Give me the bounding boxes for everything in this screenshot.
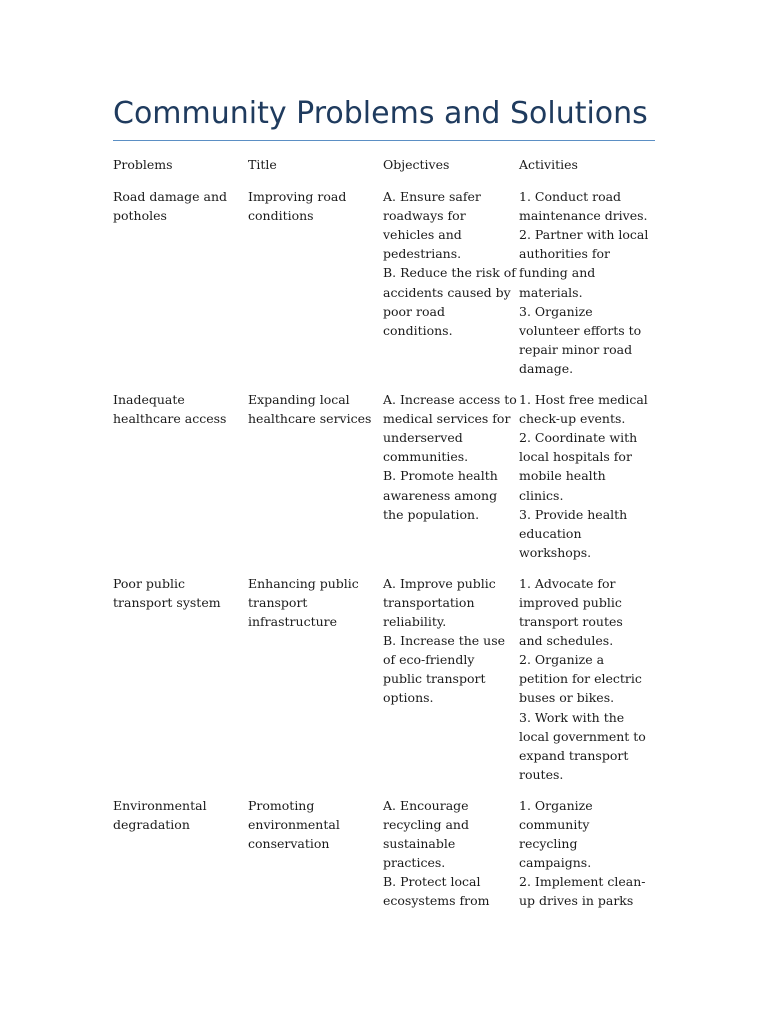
- cell-objectives: [383, 574, 519, 796]
- cell-text-line: infrastructure: [248, 614, 338, 630]
- cell-objectives: [383, 390, 519, 574]
- cell-title: [248, 187, 383, 390]
- table-row: [113, 574, 655, 796]
- cell-title: [248, 796, 383, 923]
- cell-text-line: repair minor road: [519, 341, 633, 357]
- cell-text-line: improved public: [519, 594, 622, 610]
- cell-objectives: [383, 796, 519, 923]
- cell-text-line: buses or bikes.: [519, 690, 615, 706]
- cell-text-line: recycling and: [383, 817, 469, 832]
- cell-text-line: medical services for: [383, 411, 511, 427]
- cell-text-line: local government to: [519, 728, 646, 744]
- cell-text-line: A. Increase access to: [383, 392, 517, 408]
- cell-text-line: roadways for: [383, 208, 466, 224]
- cell-text-line: pedestrians.: [383, 246, 462, 262]
- table-row: [113, 390, 655, 574]
- cell-text-line: check-up events.: [519, 411, 626, 427]
- table-row: [113, 796, 655, 923]
- cell-text-line: 2. Partner with local: [519, 227, 649, 243]
- title-underline-rule: [113, 140, 655, 141]
- document-page: [113, 90, 655, 922]
- cell-text-line: 1. Conduct road: [519, 189, 622, 205]
- table-body: [113, 187, 655, 922]
- cell-text-line: Environmental: [113, 797, 207, 813]
- cell-text-line: and schedules.: [519, 633, 614, 649]
- cell-text-line: transport: [248, 594, 308, 610]
- cell-text-line: 1. Advocate for: [519, 575, 616, 591]
- cell-text-line: Poor public: [113, 575, 185, 591]
- cell-text-line: vehicles and: [383, 227, 462, 243]
- cell-text-line: the population.: [383, 506, 480, 522]
- cell-text-line: options.: [383, 690, 434, 706]
- cell-text-line: volunteer efforts to: [519, 322, 642, 338]
- problems-solutions-table: [113, 155, 655, 922]
- cell-text-line: 2. Implement clean-: [519, 874, 646, 890]
- cell-text-line: Road damage and: [113, 189, 228, 205]
- cell-text-line: reliability.: [383, 614, 447, 630]
- cell-text-line: 2. Organize a: [519, 652, 605, 668]
- cell-text-line: B. Increase the use: [383, 633, 506, 649]
- cell-text-line: degradation: [113, 817, 190, 832]
- cell-text-line: environmental: [248, 817, 340, 832]
- cell-text-line: education: [519, 525, 582, 541]
- cell-text-line: conditions.: [383, 322, 453, 338]
- cell-text-line: conservation: [248, 836, 330, 852]
- cell-text-line: B. Reduce the risk of: [383, 265, 516, 281]
- cell-text-line: 3. Work with the: [519, 709, 625, 725]
- cell-text-line: maintenance drives.: [519, 208, 648, 224]
- cell-problem: [113, 187, 248, 390]
- cell-text-line: practices.: [383, 855, 446, 871]
- cell-text-line: ecosystems from: [383, 893, 490, 909]
- cell-text-line: campaigns.: [519, 855, 592, 871]
- cell-text-line: Enhancing public: [248, 575, 359, 591]
- table-header-row: [113, 155, 655, 187]
- cell-text-line: public transport: [383, 671, 486, 687]
- cell-text-line: communities.: [383, 449, 469, 465]
- header-problems: Problems: [113, 157, 173, 172]
- cell-text-line: workshops.: [519, 544, 592, 560]
- cell-text-line: B. Promote health: [383, 468, 498, 484]
- cell-title: [248, 574, 383, 796]
- cell-text-line: transport routes: [519, 614, 623, 630]
- cell-text-line: Improving road: [248, 189, 347, 205]
- cell-text-line: clinics.: [519, 487, 564, 503]
- cell-text-line: accidents caused by: [383, 284, 511, 300]
- cell-problem: [113, 390, 248, 574]
- cell-text-line: A. Improve public: [383, 575, 496, 591]
- cell-text-line: routes.: [519, 766, 564, 782]
- cell-text-line: damage.: [519, 360, 574, 376]
- header-activities: Activities: [519, 157, 578, 172]
- cell-text-line: A. Ensure safer: [383, 189, 481, 205]
- cell-text-line: transport system: [113, 594, 221, 610]
- cell-problem: [113, 796, 248, 923]
- cell-text-line: Expanding local: [248, 392, 350, 408]
- cell-text-line: 3. Organize: [519, 303, 593, 319]
- cell-text-line: 1. Host free medical: [519, 392, 648, 408]
- cell-text-line: healthcare services: [248, 411, 372, 427]
- cell-text-line: transportation: [383, 594, 475, 610]
- cell-text-line: petition for electric: [519, 671, 642, 687]
- header-title: Title: [248, 157, 277, 172]
- cell-text-line: 1. Organize: [519, 797, 593, 813]
- cell-activities: [519, 574, 655, 796]
- cell-activities: [519, 390, 655, 574]
- document-title: Community Problems and Solutions: [113, 96, 648, 131]
- cell-text-line: up drives in parks: [519, 893, 634, 909]
- cell-text-line: poor road: [383, 303, 445, 319]
- cell-problem: [113, 574, 248, 796]
- cell-text-line: 3. Provide health: [519, 506, 628, 522]
- cell-text-line: healthcare access: [113, 411, 227, 427]
- cell-text-line: sustainable: [383, 836, 456, 852]
- cell-text-line: local hospitals for: [519, 449, 632, 465]
- cell-text-line: expand transport: [519, 747, 629, 763]
- cell-text-line: recycling: [519, 836, 578, 852]
- cell-text-line: Promoting: [248, 797, 315, 813]
- cell-activities: [519, 796, 655, 923]
- cell-text-line: funding and: [519, 265, 596, 281]
- cell-text-line: mobile health: [519, 468, 606, 484]
- cell-text-line: underserved: [383, 430, 463, 446]
- cell-text-line: authorities for: [519, 246, 611, 262]
- table-row: [113, 187, 655, 390]
- cell-text-line: B. Protect local: [383, 874, 481, 890]
- cell-text-line: potholes: [113, 208, 167, 224]
- cell-text-line: community: [519, 817, 590, 832]
- cell-text-line: conditions: [248, 208, 314, 224]
- cell-text-line: of eco-friendly: [383, 652, 475, 668]
- cell-text-line: materials.: [519, 284, 583, 300]
- cell-text-line: Inadequate: [113, 392, 185, 408]
- cell-text-line: awareness among: [383, 487, 498, 503]
- cell-title: [248, 390, 383, 574]
- cell-text-line: 2. Coordinate with: [519, 430, 638, 446]
- header-objectives: Objectives: [383, 157, 450, 172]
- cell-objectives: [383, 187, 519, 390]
- cell-text-line: A. Encourage: [383, 797, 469, 813]
- cell-activities: [519, 187, 655, 390]
